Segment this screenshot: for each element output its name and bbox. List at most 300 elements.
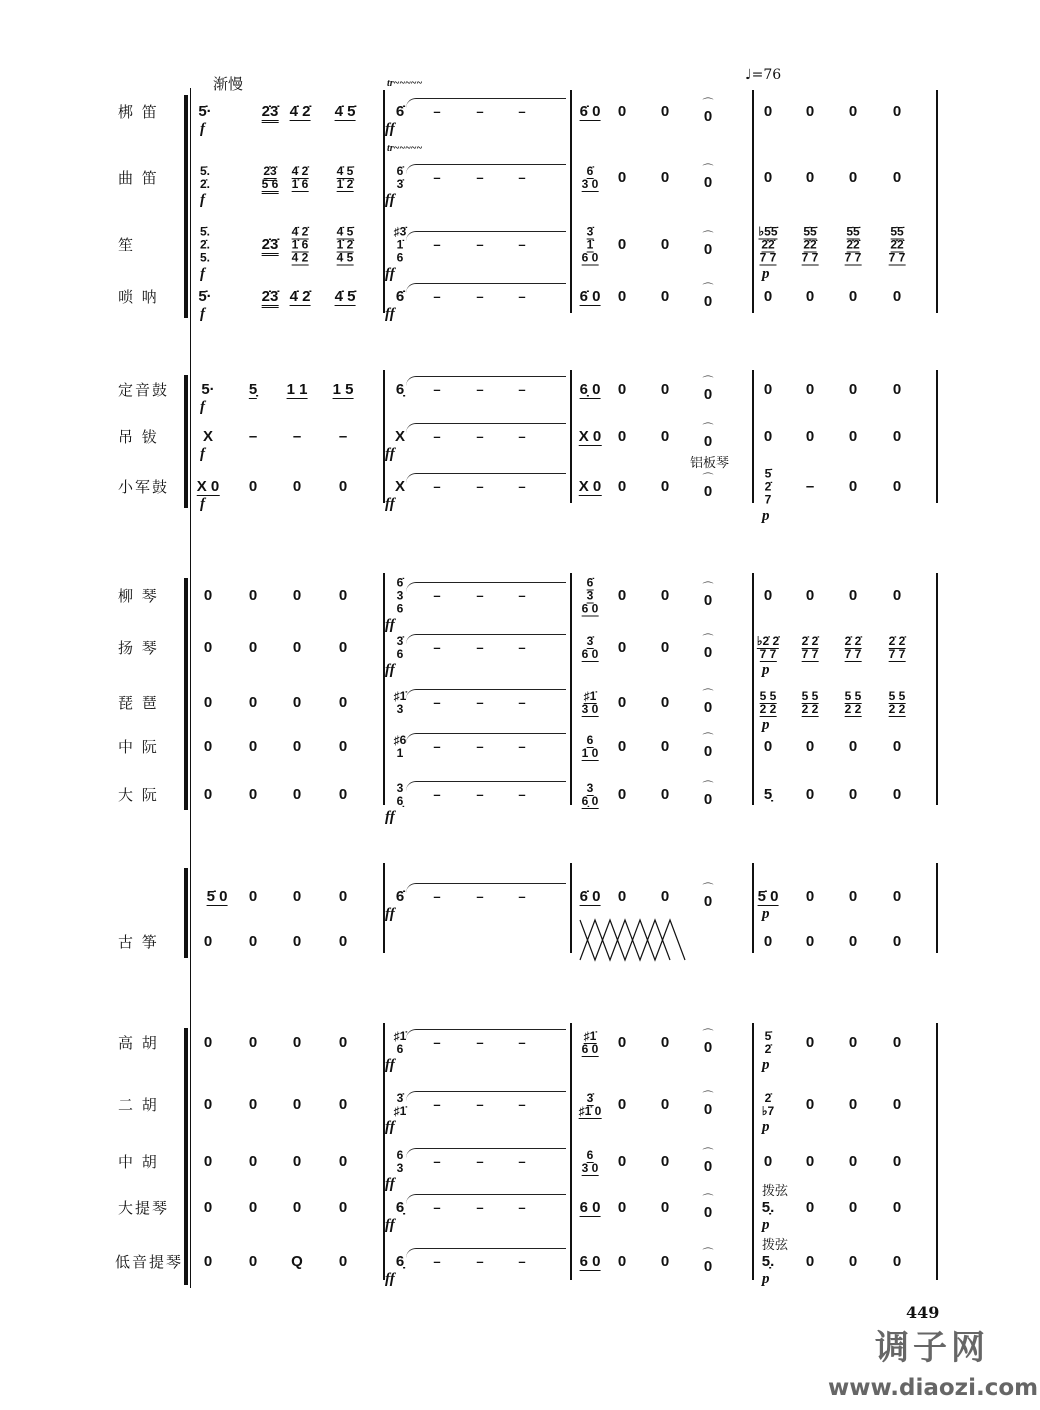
trill-mark: tr~~~~~ bbox=[387, 78, 423, 89]
tie bbox=[406, 283, 566, 294]
barline bbox=[570, 573, 572, 805]
note-text: – bbox=[805, 478, 815, 495]
note-text: 0 bbox=[617, 1253, 627, 1270]
note bbox=[249, 588, 257, 604]
note bbox=[661, 429, 669, 445]
note-text: 0 bbox=[848, 428, 858, 445]
note bbox=[661, 170, 669, 186]
note-text: 0 bbox=[703, 1258, 713, 1275]
dynamic-mark: ff bbox=[385, 265, 395, 282]
dynamic-mark: ff bbox=[385, 1271, 395, 1287]
note bbox=[618, 289, 626, 305]
note-text: 0 bbox=[617, 1034, 627, 1051]
fermata-icon: ⌒ bbox=[702, 781, 714, 793]
note bbox=[806, 787, 814, 803]
note-text: 0 bbox=[892, 288, 902, 305]
note bbox=[849, 170, 857, 186]
hold-dash: – bbox=[518, 640, 526, 655]
note bbox=[618, 1035, 626, 1051]
tie bbox=[406, 1091, 566, 1102]
note-text: 4̇ 2̇ 1̇ 6 4 2 bbox=[291, 224, 309, 265]
note-text: 0 bbox=[848, 888, 858, 905]
hold-dash: – bbox=[476, 1035, 484, 1050]
note bbox=[849, 1200, 857, 1216]
note-text: 0 bbox=[292, 587, 302, 604]
dynamic-mark: f bbox=[200, 446, 205, 462]
note-text: 0 bbox=[703, 241, 713, 258]
note bbox=[204, 1200, 212, 1216]
note bbox=[618, 787, 626, 803]
note-text: 0 bbox=[617, 738, 627, 755]
note bbox=[765, 468, 772, 507]
note-text: 0 bbox=[292, 1199, 302, 1216]
note-text: 5̇ 0 bbox=[206, 888, 228, 905]
note bbox=[893, 1035, 901, 1051]
dynamic-mark: ff bbox=[385, 446, 395, 462]
note-text: 0 bbox=[617, 381, 627, 398]
tie bbox=[406, 1248, 566, 1259]
hold-dash: – bbox=[433, 1097, 441, 1112]
note-text: 0 bbox=[248, 587, 258, 604]
note-text: 0 bbox=[292, 933, 302, 950]
note bbox=[764, 382, 772, 398]
note bbox=[339, 1097, 347, 1113]
note bbox=[204, 1097, 212, 1113]
hold-dash: – bbox=[476, 237, 484, 252]
note bbox=[806, 289, 814, 305]
held-note: 3̇ 6 bbox=[396, 634, 404, 661]
hold-dash: – bbox=[518, 382, 526, 397]
note bbox=[849, 1035, 857, 1051]
note bbox=[845, 690, 862, 716]
note-text: 0 bbox=[703, 743, 713, 760]
note-text: 4̇ 5̇ 1̇ 2̇ bbox=[336, 164, 354, 191]
note bbox=[293, 695, 301, 711]
note-text: 0 bbox=[763, 288, 773, 305]
dynamic-mark: p bbox=[762, 1271, 770, 1287]
note-text: 0 bbox=[848, 288, 858, 305]
note-text: 0 bbox=[805, 1034, 815, 1051]
instrument-name: 笙 bbox=[118, 236, 136, 254]
note bbox=[806, 479, 814, 495]
hold-dash: – bbox=[518, 739, 526, 754]
note-text: 0 bbox=[292, 738, 302, 755]
note bbox=[661, 1254, 669, 1270]
note bbox=[618, 170, 626, 186]
hold-dash: – bbox=[476, 1200, 484, 1215]
held-note: ♯3̇ 1̇ 6 bbox=[393, 224, 407, 265]
note bbox=[396, 382, 404, 398]
note bbox=[889, 690, 906, 716]
note bbox=[397, 782, 404, 808]
note bbox=[618, 382, 626, 398]
note-text: 0 bbox=[848, 786, 858, 803]
note-text: 0 bbox=[703, 1101, 713, 1118]
note-text: 0 bbox=[292, 1096, 302, 1113]
note-text: 0 bbox=[617, 1199, 627, 1216]
note bbox=[764, 289, 772, 305]
note bbox=[249, 640, 257, 656]
note-text: X 0 bbox=[578, 478, 602, 495]
note-text: 0 bbox=[892, 1034, 902, 1051]
note bbox=[893, 739, 901, 755]
note bbox=[198, 289, 211, 305]
instrument-name: 吊 钹 bbox=[118, 428, 159, 446]
held-note: X bbox=[394, 478, 406, 495]
note-text: – bbox=[248, 428, 258, 445]
note-text: 0 bbox=[203, 738, 213, 755]
dynamic-mark: ff bbox=[385, 809, 395, 825]
note-text: 6 1 0 bbox=[581, 733, 599, 760]
note bbox=[703, 1195, 714, 1221]
hold-dash: – bbox=[433, 1200, 441, 1215]
note bbox=[849, 479, 857, 495]
hold-dash: – bbox=[518, 104, 526, 119]
note-text: 0 bbox=[703, 644, 713, 661]
barline bbox=[936, 1023, 938, 1280]
barline bbox=[752, 1023, 754, 1280]
hold-dash: – bbox=[433, 1035, 441, 1050]
instrument-name: 中 胡 bbox=[118, 1153, 159, 1171]
note bbox=[765, 1030, 772, 1056]
note bbox=[293, 934, 301, 950]
barline bbox=[936, 90, 938, 313]
note-text: 0 bbox=[203, 694, 213, 711]
note bbox=[262, 289, 279, 305]
note bbox=[582, 1030, 599, 1056]
note bbox=[661, 1035, 669, 1051]
instrument-name: 大提琴 bbox=[118, 1199, 170, 1217]
note-text: 0 bbox=[805, 933, 815, 950]
dynamic-mark: f bbox=[200, 496, 205, 512]
note bbox=[394, 1092, 407, 1118]
note bbox=[618, 695, 626, 711]
note bbox=[703, 884, 714, 910]
note-text: 0 bbox=[248, 694, 258, 711]
note bbox=[893, 170, 901, 186]
note bbox=[249, 787, 257, 803]
tempo-mark: ♩=76 bbox=[745, 67, 782, 83]
note-text: 0 bbox=[660, 786, 670, 803]
hold-dash: – bbox=[518, 237, 526, 252]
instrument-label: 铝板琴 bbox=[690, 456, 730, 471]
note bbox=[764, 787, 772, 803]
note-text: 0 bbox=[763, 1153, 773, 1170]
instrument-name: 梆 笛 bbox=[118, 103, 159, 121]
hold-dash: – bbox=[476, 889, 484, 904]
note bbox=[249, 889, 257, 905]
fermata-icon: ⌒ bbox=[702, 283, 714, 295]
held-note: 6̣ bbox=[395, 381, 405, 398]
note-text: 0 bbox=[660, 639, 670, 656]
hold-dash: – bbox=[476, 787, 484, 802]
note bbox=[204, 1154, 212, 1170]
note bbox=[200, 165, 210, 191]
note bbox=[806, 1254, 814, 1270]
barline bbox=[936, 863, 938, 953]
held-note: 6̇ bbox=[395, 888, 405, 905]
hold-dash: – bbox=[476, 640, 484, 655]
note-text: 6 0 bbox=[579, 1253, 601, 1270]
note bbox=[849, 1254, 857, 1270]
hold-dash: – bbox=[433, 889, 441, 904]
note bbox=[339, 429, 347, 445]
note-text: 1 5 bbox=[332, 381, 354, 398]
instrument-label: 拨弦 bbox=[762, 1238, 789, 1253]
dynamic-mark: ff bbox=[385, 1057, 395, 1073]
barline bbox=[570, 90, 572, 313]
note bbox=[337, 226, 354, 265]
note-text: 0 bbox=[848, 1253, 858, 1270]
fermata-icon: ⌒ bbox=[702, 376, 714, 388]
hold-dash: – bbox=[433, 640, 441, 655]
hold-dash: – bbox=[518, 889, 526, 904]
note-text: 0 bbox=[248, 639, 258, 656]
note bbox=[207, 889, 228, 905]
note-text: 0 bbox=[660, 1253, 670, 1270]
note bbox=[249, 695, 257, 711]
note-text: 0 bbox=[848, 478, 858, 495]
barline bbox=[752, 573, 754, 805]
note bbox=[249, 1200, 257, 1216]
note bbox=[762, 1092, 774, 1118]
note-text: 0 bbox=[660, 694, 670, 711]
note bbox=[335, 289, 356, 305]
note bbox=[396, 104, 404, 120]
note-text: 0 bbox=[248, 786, 258, 803]
note bbox=[204, 1254, 212, 1270]
dynamic-mark: ff bbox=[385, 306, 395, 322]
note-text: 0 bbox=[248, 1153, 258, 1170]
note bbox=[580, 1200, 601, 1216]
page-number: 449 bbox=[906, 1303, 940, 1322]
fermata-icon: ⌒ bbox=[702, 98, 714, 110]
tie bbox=[406, 883, 566, 894]
note-text: 6 3 0 bbox=[581, 1148, 599, 1175]
note bbox=[582, 165, 599, 191]
note bbox=[290, 104, 311, 120]
note-text: 0 bbox=[892, 1153, 902, 1170]
note bbox=[618, 739, 626, 755]
tie bbox=[406, 423, 566, 434]
note-text: 5· bbox=[201, 381, 215, 398]
note-text: 5̇ 2̇ 7 bbox=[764, 466, 772, 507]
note-text: 0 bbox=[203, 1034, 213, 1051]
note-text: 0 bbox=[703, 893, 713, 910]
fermata-icon: ⌒ bbox=[702, 634, 714, 646]
note-text: 0 bbox=[892, 1199, 902, 1216]
note bbox=[806, 1097, 814, 1113]
note bbox=[764, 588, 772, 604]
note bbox=[806, 104, 814, 120]
note bbox=[394, 226, 407, 265]
note-text: 0 bbox=[703, 1204, 713, 1221]
instrument-name: 柳 琴 bbox=[118, 587, 159, 605]
hold-dash: – bbox=[476, 1254, 484, 1269]
note-text: 0 bbox=[292, 478, 302, 495]
note-text: 0 bbox=[805, 1153, 815, 1170]
note-text: 5 5 2 2 bbox=[801, 689, 819, 716]
note bbox=[618, 889, 626, 905]
tie bbox=[406, 473, 566, 484]
held-note: ♯6 1 bbox=[393, 733, 407, 760]
note bbox=[293, 1200, 301, 1216]
note-text: 0 bbox=[805, 1253, 815, 1270]
note bbox=[291, 1254, 303, 1270]
note-text: 0 bbox=[617, 169, 627, 186]
note bbox=[337, 165, 354, 191]
note-text: 5 5 2 2 bbox=[759, 689, 777, 716]
fermata-icon: ⌒ bbox=[702, 689, 714, 701]
note-text: 4̇ 2̇ 1̇ 6 bbox=[291, 164, 309, 191]
note bbox=[292, 226, 309, 265]
note bbox=[893, 1097, 901, 1113]
note-text: 0 bbox=[892, 478, 902, 495]
note-text: 0 bbox=[338, 1034, 348, 1051]
note-text: 3̇ 1̇ 6 0 bbox=[581, 224, 599, 265]
note bbox=[339, 640, 347, 656]
note-text: ♯1̇ 3 0 bbox=[581, 689, 599, 716]
note-text: 5̣. bbox=[761, 1253, 775, 1270]
note-text: 0 bbox=[660, 103, 670, 120]
note-text: 6̇ 0 bbox=[579, 888, 601, 905]
dynamic-mark: f bbox=[200, 265, 205, 282]
note-text: 4̇ 2̇ bbox=[289, 103, 311, 120]
note bbox=[204, 588, 212, 604]
note bbox=[339, 1200, 347, 1216]
note bbox=[396, 1254, 404, 1270]
note-text: 0 bbox=[660, 381, 670, 398]
note-text: 0 bbox=[848, 103, 858, 120]
note bbox=[764, 170, 772, 186]
note-text: 2̇3̇ bbox=[262, 103, 279, 123]
group-bracket bbox=[184, 95, 188, 318]
note bbox=[849, 889, 857, 905]
hold-dash: – bbox=[476, 382, 484, 397]
instrument-name: 古 筝 bbox=[118, 933, 159, 951]
instrument-name: 小军鼓 bbox=[118, 478, 170, 496]
barline bbox=[936, 573, 938, 805]
note bbox=[201, 382, 214, 398]
note bbox=[661, 237, 669, 253]
note-text: 0 bbox=[660, 428, 670, 445]
note-text: – bbox=[338, 428, 348, 445]
held-note: 6̇ bbox=[395, 103, 405, 120]
tie bbox=[406, 582, 566, 593]
note bbox=[703, 474, 714, 500]
note-text: 0 bbox=[848, 587, 858, 604]
note bbox=[703, 99, 714, 125]
note bbox=[661, 1154, 669, 1170]
note bbox=[396, 289, 404, 305]
trill-mark-2: tr~~~~~ bbox=[387, 143, 423, 154]
note-text: 0 bbox=[248, 933, 258, 950]
note-text: 0 bbox=[703, 108, 713, 125]
tie bbox=[406, 164, 566, 175]
note-text: 6̇ 3 0 bbox=[581, 164, 599, 191]
note-text: 0 bbox=[805, 888, 815, 905]
note-text: 0 bbox=[805, 1199, 815, 1216]
note-text: 3 6̣ 0 bbox=[581, 781, 599, 808]
note-text: 0 bbox=[805, 428, 815, 445]
group-bracket bbox=[184, 1028, 188, 1285]
note-text: 0 bbox=[617, 888, 627, 905]
note bbox=[582, 734, 599, 760]
note bbox=[339, 1154, 347, 1170]
note-text: 0 bbox=[338, 786, 348, 803]
tempo-change-text: 渐慢 bbox=[213, 75, 244, 93]
barline bbox=[752, 90, 754, 313]
note-text: 1 1 bbox=[286, 381, 308, 398]
hold-dash: – bbox=[518, 429, 526, 444]
note bbox=[661, 787, 669, 803]
note-text: 0 bbox=[763, 738, 773, 755]
dynamic-mark: p bbox=[762, 265, 770, 282]
held-note: 6 3 bbox=[396, 1148, 404, 1175]
note-text: 0 bbox=[338, 933, 348, 950]
note-text: 0 bbox=[248, 888, 258, 905]
note bbox=[703, 782, 714, 808]
dynamic-mark: ff bbox=[385, 496, 395, 512]
note bbox=[339, 934, 347, 950]
note-text: 5̣ bbox=[763, 786, 773, 803]
tie bbox=[406, 781, 566, 792]
note-text: 0 bbox=[805, 786, 815, 803]
note-text: 0 bbox=[892, 381, 902, 398]
note bbox=[661, 640, 669, 656]
dynamic-mark: p bbox=[762, 1057, 770, 1073]
note-text: 0 bbox=[660, 288, 670, 305]
note-text: 0 bbox=[660, 738, 670, 755]
note bbox=[249, 1154, 257, 1170]
barline bbox=[570, 863, 572, 953]
fermata-icon: ⌒ bbox=[702, 883, 714, 895]
note bbox=[758, 889, 779, 905]
note-text: 0 bbox=[763, 587, 773, 604]
tie bbox=[406, 689, 566, 700]
hold-dash: – bbox=[518, 1097, 526, 1112]
note bbox=[703, 232, 714, 258]
note-text: 0 bbox=[617, 236, 627, 253]
note-text: 0 bbox=[892, 428, 902, 445]
note bbox=[197, 479, 220, 495]
note bbox=[661, 1200, 669, 1216]
note bbox=[802, 635, 819, 661]
dynamic-mark: p bbox=[762, 717, 770, 733]
note bbox=[893, 382, 901, 398]
note bbox=[893, 429, 901, 445]
note-text: 0 bbox=[703, 174, 713, 191]
hold-dash: – bbox=[476, 1154, 484, 1169]
note bbox=[262, 237, 279, 253]
note bbox=[582, 226, 599, 265]
note-text: 0 bbox=[763, 169, 773, 186]
tie bbox=[406, 231, 566, 242]
barline bbox=[936, 370, 938, 503]
note-text: 0 bbox=[703, 699, 713, 716]
note bbox=[204, 695, 212, 711]
hold-dash: – bbox=[476, 695, 484, 710]
note bbox=[849, 588, 857, 604]
note bbox=[397, 165, 404, 191]
note-text: 0 bbox=[338, 639, 348, 656]
hold-dash: – bbox=[518, 289, 526, 304]
note-text: 0 bbox=[338, 1096, 348, 1113]
note-text: 5̇· bbox=[198, 288, 212, 305]
note bbox=[806, 934, 814, 950]
note bbox=[618, 429, 626, 445]
note-text: 6̇ 0 bbox=[579, 288, 601, 305]
